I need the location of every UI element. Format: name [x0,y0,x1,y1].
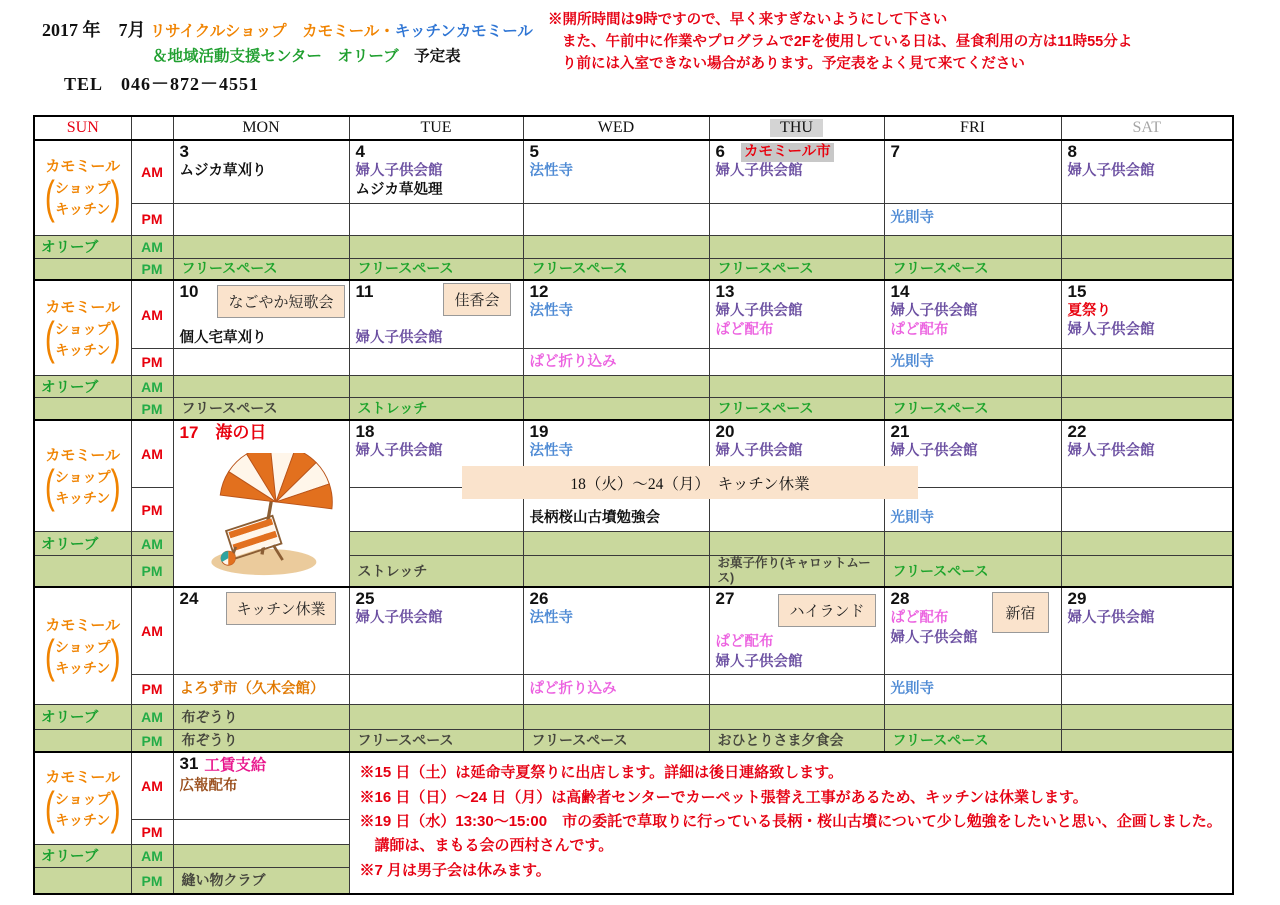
week1-am-row [34,140,1233,203]
olive-6-pm: フリースペース [709,258,884,280]
kitchen-name: キッチンカモミール [394,23,533,40]
day-cell-7-pm: 光則寺 [884,203,1061,235]
olive-11-am-closed [349,376,523,398]
day-cell-6-am: 6 カモミール市 婦人子供会館 [709,140,884,203]
olive-13-pm: フリースペース [709,398,884,420]
camomile-row-label: カモミール ( ショップ キッチン ) [34,587,131,704]
day-cell-29-pm-closed [1061,674,1233,704]
olive-22-pm-closed [1061,556,1233,588]
olive-18-pm: ストレッチ [349,556,523,588]
olive-spacer [34,556,131,588]
weekday-header-row [34,116,1233,140]
notice-line-1: ※開所時間は9時ですので、早く来すぎないようにして下さい [548,12,948,28]
schedule-label: 予定表 [398,48,461,65]
olive-21-pm: フリースペース [884,556,1061,588]
day-cell-7-am: 7 [884,140,1061,203]
brace-right: ) [110,172,121,225]
olive-row-label: オリーブ [34,235,131,258]
day-cell-25-am: 25 婦人子供会館 [349,587,523,674]
weekday-sun: SUN [34,116,131,140]
day-cell-19-pm: 長柄桜山古墳勉強会 [523,488,709,532]
olive-27-pm: おひとりさま夕食会 [709,729,884,752]
remark-line-2: ※16 日（日）～24 日（月）は高齢者センターでカーペット張替え工事があるため、キッチンは休業します。 [359,788,1088,806]
olive-7-pm: フリースペース [884,258,1061,280]
day-cell-29-am: 29 婦人子供会館 [1061,587,1233,674]
day-cell-25-pm [349,674,523,704]
day-cell-12-am: 12 法性寺 [523,280,709,349]
olive-4-pm: フリースペース [349,258,523,280]
day-cell-31-pm [173,819,349,844]
day-cell-21-pm: 光則寺 [884,488,1061,532]
olive-24-pm: 布ぞうり [173,729,349,752]
title-line-1 [42,16,533,42]
day-cell-5-am: 5 法性寺 [523,140,709,203]
weekday-tue: TUE [349,116,523,140]
weekday-sat: SAT [1061,116,1233,140]
day-cell-18-am: 18 婦人子供会館 [349,420,523,488]
olive-4-am-closed [349,235,523,258]
weekday-fri: FRI [884,116,1061,140]
olive-row-label: オリーブ [34,844,131,867]
olive-8-am-closed [1061,235,1233,258]
notice-line-2: また、午前中に作業やプログラムで2Fを使用している日は、昼食利用の方は11時55分よ [562,33,1133,50]
camomile-row-label: カモミール ( ショップ キッチン ) [34,420,131,532]
week5-olive-am-row: オリーブ AM [34,844,1233,867]
day-cell-13-am: 13 婦人子供会館 ぱど配布 [709,280,884,349]
day-cell-22-pm-closed [1061,488,1233,532]
olive-row-label: オリーブ [34,376,131,398]
week2-olive-am-row: オリーブ AM [34,376,1233,398]
pm-label: PM [131,488,173,532]
day-cell-3-pm [173,203,349,235]
week2-olive-pm-row: PM フリースペース ストレッチ フリースペース フリースペース [34,398,1233,420]
day-cell-26-am: 26 法性寺 [523,587,709,674]
olive-spacer [34,729,131,752]
week2-pm-row [34,349,1233,376]
kitchen-closed-box: キッチン休業 [226,592,337,625]
day-cell-3-am: 3 ムジカ草刈り [173,140,349,203]
week4-pm-row [34,674,1233,704]
phone-number: TEL 046－872－4551 [64,74,260,94]
title-line-2 [152,44,533,66]
week1-olive-pm-row [34,258,1233,280]
pm-label: PM [131,203,173,235]
olive-7-am-closed [884,235,1061,258]
camomile-row-label: カモミール ( ショップ キッチン ) [34,752,131,844]
weekday-wed: WED [523,116,709,140]
olive-spacer [34,398,131,420]
highland-box: ハイランド [778,594,875,627]
olive-20-pm: お菓子作り(キャロットムース) [709,556,884,588]
remark-line-5: ※7 月は男子会は休みます。 [359,861,551,879]
wage-payment-label: 工賃支給 [204,757,267,775]
week4-olive-am-row: オリーブ AM 布ぞうり [34,704,1233,729]
day-cell-28-am: 28 新宿 ぱど配布 婦人子供会館 [884,587,1061,674]
day-cell-13-pm [709,349,884,376]
week3-olive-pm-row: PM ストレッチ お菓子作り(キャロットムース) フリースペース [34,556,1233,588]
camomile-row-label: カモミール ( ショップ キッチン ) [34,140,131,235]
day-cell-15-pm-closed [1061,349,1233,376]
am-label: AM [131,420,173,488]
kakoukai-box: 佳香会 [443,283,510,316]
remark-line-4: 講師は、まもる会の西村さんです。 [359,837,614,855]
day-cell-4-am: 4 婦人子供会館 ムジカ草処理 [349,140,523,203]
olive-center-name: ＆地域活動支援センター オリーブ [152,48,399,65]
day-cell-31-am: 31 工賃支給 広報配布 [173,752,349,819]
day-cell-27-am: 27 ハイランド ぱど配布 婦人子供会館 [709,587,884,674]
week1-olive-am-row [34,235,1233,258]
olive-row-label: オリーブ [34,704,131,729]
notice-line-3: り前には入室できない場合があります。予定表をよく見て来てください [562,55,1025,72]
week4-olive-pm-row: PM 布ぞうり フリースペース フリースペース おひとりさま夕食会 フリースペース [34,729,1233,752]
olive-am-label: AM [131,235,173,258]
day-cell-14-pm: 光則寺 [884,349,1061,376]
olive-14-am-closed [884,376,1061,398]
olive-31-am-closed [173,844,349,867]
olive-8-pm-closed [1061,258,1233,280]
olive-3-am-closed [173,235,349,258]
day-cell-14-am: 14 婦人子供会館 ぱど配布 [884,280,1061,349]
pm-label: PM [131,819,173,844]
olive-21-am-closed [884,532,1061,556]
pm-label: PM [131,349,173,376]
olive-20-am-closed [709,532,884,556]
olive-10-pm: フリースペース [173,398,349,420]
am-label: AM [131,752,173,819]
olive-3-pm: フリースペース [173,258,349,280]
day-cell-22-am: 22 婦人子供会館 [1061,420,1233,488]
olive-15-pm-closed [1061,398,1233,420]
day-cell-12-pm: ぱど折り込み [523,349,709,376]
olive-10-am-closed [173,376,349,398]
olive-spacer [34,258,131,280]
shinjuku-box: 新宿 [992,592,1048,633]
kitchen-closed-banner: 18（火）～24（月） キッチン休業 [462,466,918,499]
day-cell-21-am: 21 婦人子供会館 [884,420,1061,488]
week3-olive-am-row: オリーブ AM [34,532,1233,556]
day-cell-15-am: 15 夏祭り 婦人子供会館 [1061,280,1233,349]
weekday-mon: MON [173,116,349,140]
marine-day-label: 17 海の日 [179,422,267,442]
day-cell-24-am: 24 キッチン休業 [173,587,349,674]
olive-26-am-closed [523,704,709,729]
day-cell-5-pm [523,203,709,235]
am-label: AM [131,587,173,674]
olive-25-am-closed [349,704,523,729]
tanka-club-box: なごやか短歌会 [217,285,344,318]
olive-19-am-closed [523,532,709,556]
day-cell-20-am: 20 婦人子供会館 [709,420,884,488]
day-cell-26-pm: ぱど折り込み [523,674,709,704]
olive-28-am-closed [884,704,1061,729]
olive-24-am: 布ぞうり [173,704,349,729]
day-cell-24-pm: よろず市（久木会館） [173,674,349,704]
olive-row-label: オリーブ [34,532,131,556]
day-cell-11-pm [349,349,523,376]
am-label: AM [131,140,173,203]
remark-line-1: ※15 日（土）は延命寺夏祭りに出店します。詳細は後日連絡致します。 [359,764,843,782]
day-cell-17-holiday [173,420,349,588]
weekday-thu: THU [709,116,884,140]
olive-14-pm: フリースペース [884,398,1061,420]
olive-13-am-closed [709,376,884,398]
olive-29-am-closed [1061,704,1233,729]
olive-31-pm: 縫い物クラブ [173,867,349,894]
week4-am-row [34,587,1233,674]
olive-5-am-closed [523,235,709,258]
olive-11-pm: ストレッチ [349,398,523,420]
weekday-spacer [131,116,173,140]
calendar-table [33,115,1234,895]
day-cell-4-pm [349,203,523,235]
week2-am-row [34,280,1233,349]
beach-illustration [187,453,337,579]
day-cell-10-pm [173,349,349,376]
olive-25-pm: フリースペース [349,729,523,752]
am-label: AM [131,280,173,349]
olive-12-pm-closed [523,398,709,420]
olive-spacer [34,867,131,894]
day-cell-28-pm: 光則寺 [884,674,1061,704]
day-cell-10-am: 10 なごやか短歌会 個人宅草刈り [173,280,349,349]
day-cell-6-pm [709,203,884,235]
header-block [42,16,533,96]
olive-29-pm-closed [1061,729,1233,752]
day-cell-27-pm [709,674,884,704]
olive-6-am-closed [709,235,884,258]
camomile-market-badge: カモミール市 [741,143,834,162]
olive-12-am-closed [523,376,709,398]
day-cell-19-am: 19 法性寺 [523,420,709,488]
opening-notice [548,10,1248,75]
day-cell-8-pm-closed [1061,203,1233,235]
remark-line-3: ※19 日（水）13:30～15:00 市の委託で草取りに行っている長柄・桜山古墳について少し勉強をしたいと思い、企画しました。 [359,813,1222,831]
olive-26-pm: フリースペース [523,729,709,752]
week1-pm-row [34,203,1233,235]
olive-15-am-closed [1061,376,1233,398]
olive-18-am-closed [349,532,523,556]
olive-5-pm: フリースペース [523,258,709,280]
olive-pm-label: PM [131,258,173,280]
day-cell-8-am: 8 婦人子供会館 [1061,140,1233,203]
olive-22-am-closed [1061,532,1233,556]
date-label: 2017 年 7月 [42,20,146,40]
day-cell-11-am: 11 佳香会 婦人子供会館 [349,280,523,349]
camomile-row-label: カモミール ( ショップ キッチン ) [34,280,131,376]
remarks-box [349,752,1233,894]
olive-19-pm-closed [523,556,709,588]
pm-label: PM [131,674,173,704]
calendar [33,115,1232,895]
olive-28-pm: フリースペース [884,729,1061,752]
olive-27-am-closed [709,704,884,729]
week5-am-row [34,752,1233,819]
week5-olive-pm-row: PM 縫い物クラブ [34,867,1233,894]
shop-name: リサイクルショップ カモミール・ [149,23,395,40]
brace-left: ( [44,172,55,225]
